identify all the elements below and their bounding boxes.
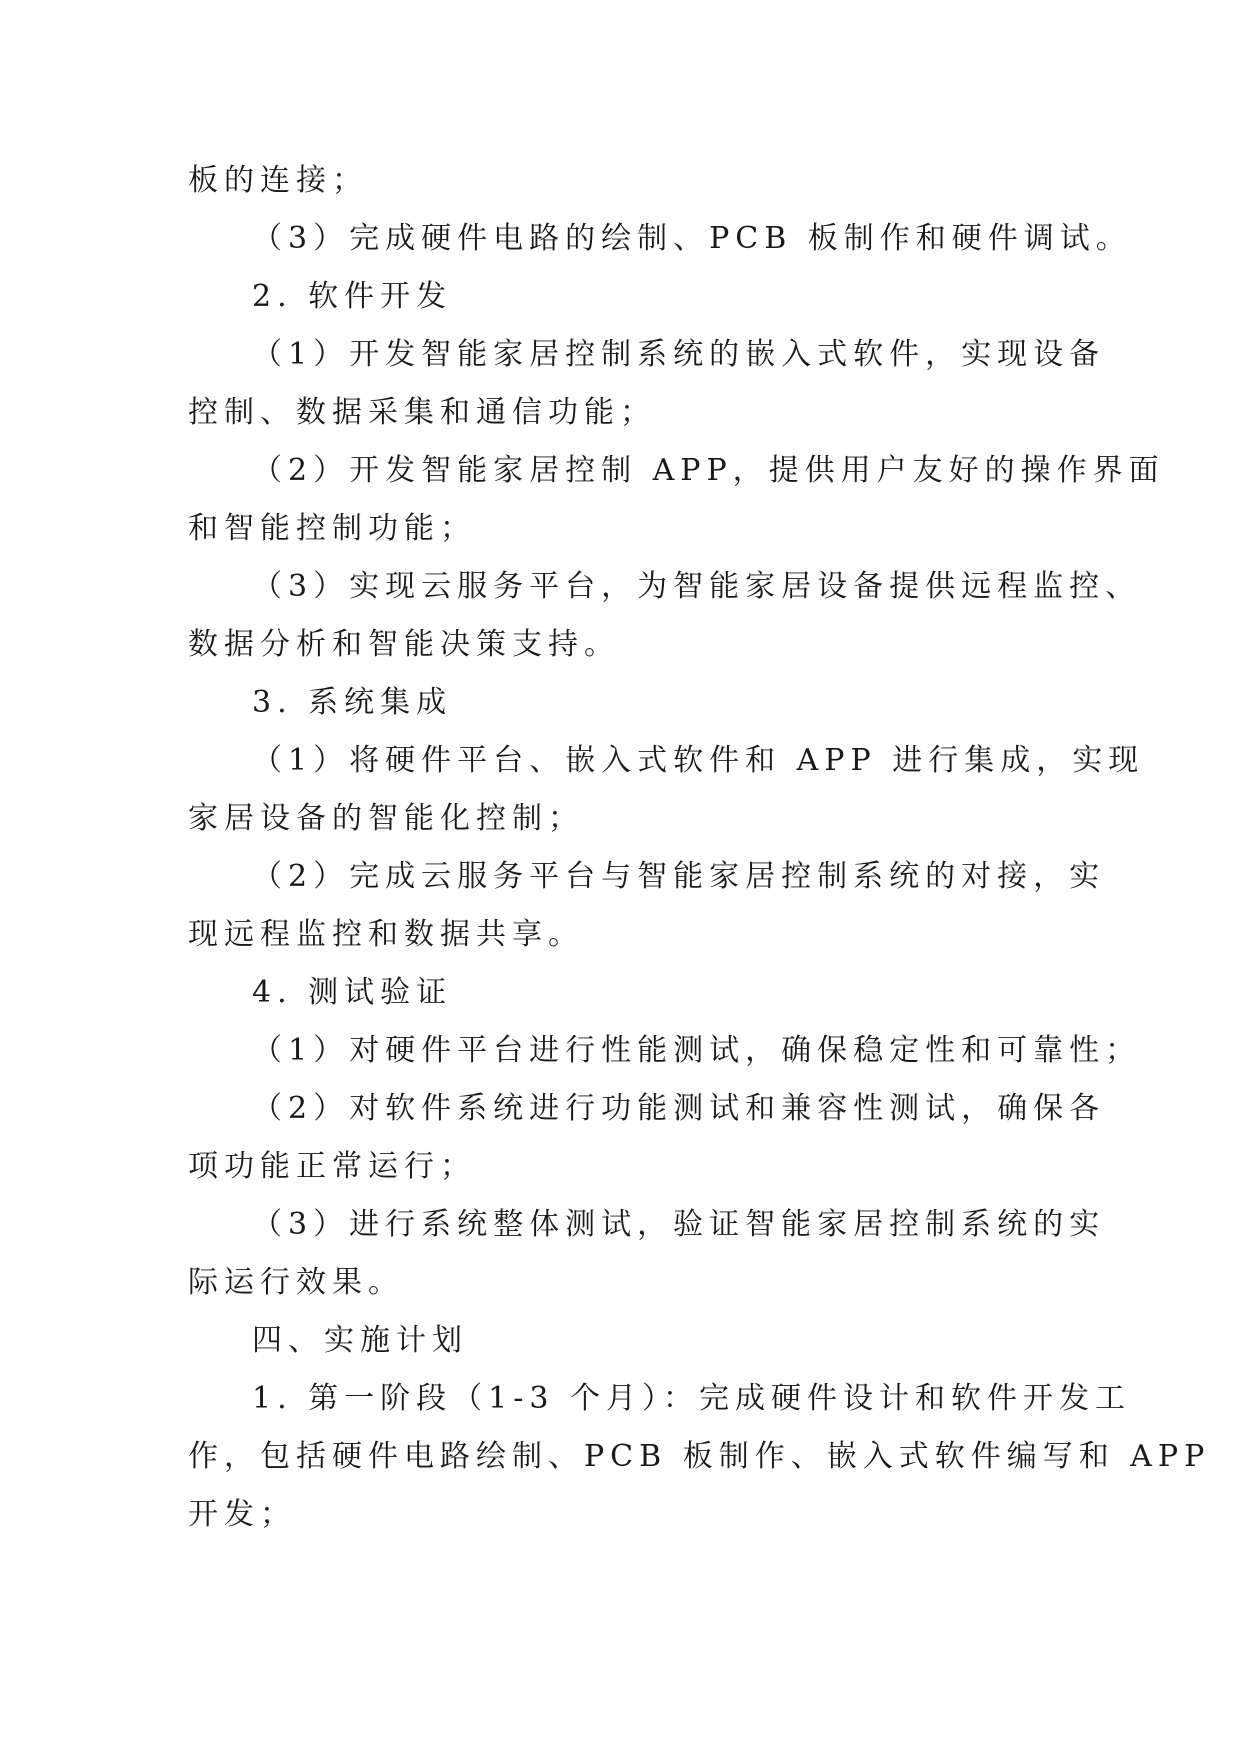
text-line: 控制、数据采集和通信功能； — [188, 395, 656, 430]
text-line: （2）对软件系统进行功能测试和兼容性测试，确保各 — [252, 1091, 1106, 1126]
text-line: （1）开发智能家居控制系统的嵌入式软件，实现设备 — [252, 337, 1106, 372]
text-line: 1. 第一阶段（1-3 个月）：完成硬件设计和软件开发工 — [252, 1381, 1132, 1416]
text-line: （3）完成硬件电路的绘制、PCB 板制作和硬件调试。 — [252, 221, 1132, 256]
text-line: （3）实现云服务平台，为智能家居设备提供远程监控、 — [252, 569, 1142, 604]
section-heading-testing: 4. 测试验证 — [252, 975, 453, 1010]
text-line: （2）完成云服务平台与智能家居控制系统的对接，实 — [252, 859, 1106, 894]
text-line: 数据分析和智能决策支持。 — [188, 627, 620, 662]
text-line: 家居设备的智能化控制； — [188, 801, 584, 836]
section-heading-software: 2. 软件开发 — [252, 279, 453, 314]
text-line: 现远程监控和数据共享。 — [188, 917, 584, 952]
document-body — [188, 152, 1211, 1544]
text-line: 和智能控制功能； — [188, 511, 476, 546]
text-line: 际运行效果。 — [188, 1265, 404, 1300]
section-heading-plan: 四、实施计划 — [252, 1323, 468, 1358]
text-line: 开发； — [188, 1497, 296, 1532]
text-line: 作，包括硬件电路绘制、PCB 板制作、嵌入式软件编写和 APP — [188, 1439, 1211, 1474]
text-line: （1）将硬件平台、嵌入式软件和 APP 进行集成，实现 — [252, 743, 1145, 778]
text-line: （1）对硬件平台进行性能测试，确保稳定性和可靠性； — [252, 1033, 1142, 1068]
section-heading-integration: 3. 系统集成 — [252, 685, 453, 720]
text-line: （2）开发智能家居控制 APP，提供用户友好的操作界面 — [252, 453, 1165, 488]
text-line: （3）进行系统整体测试，验证智能家居控制系统的实 — [252, 1207, 1106, 1242]
text-line: 板的连接； — [188, 163, 368, 198]
text-line: 项功能正常运行； — [188, 1149, 476, 1184]
